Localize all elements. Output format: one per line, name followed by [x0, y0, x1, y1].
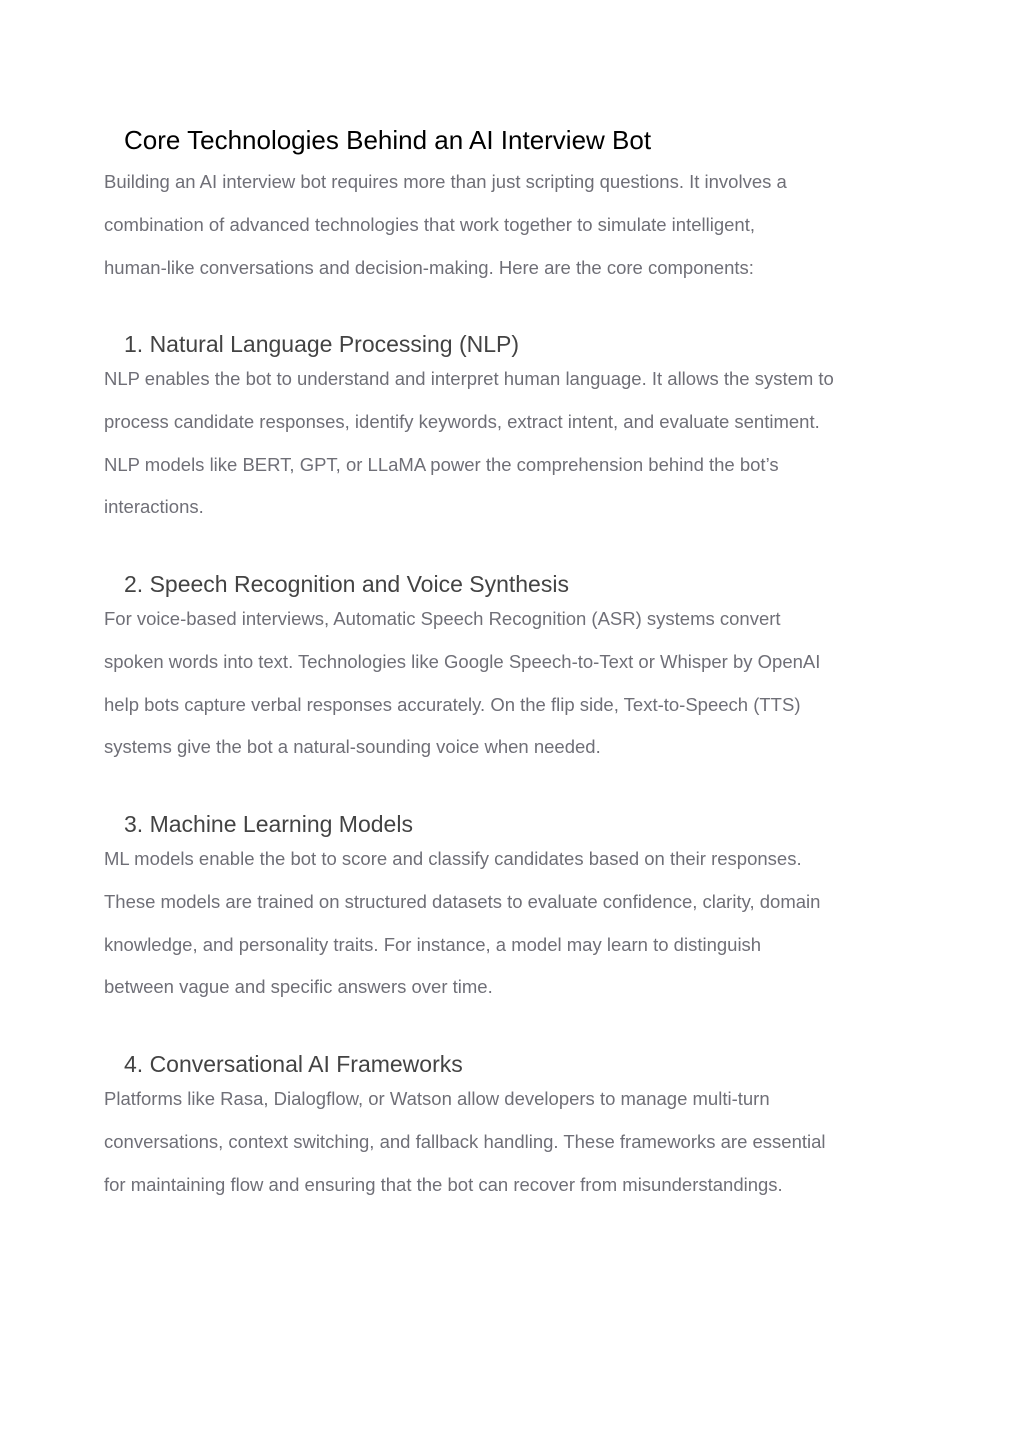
- paragraph-line: systems give the bot a natural-sounding voice when needed.: [104, 736, 601, 758]
- paragraph-line: knowledge, and personality traits. For instance, a model may learn to distinguish: [104, 933, 762, 955]
- section-heading-conversational-ai: 4. Conversational AI Frameworks: [124, 1051, 463, 1077]
- paragraph-line: help bots capture verbal responses accurately. On the flip side, Text-to-Speech (TTS): [104, 693, 801, 715]
- section-paragraph-conversational-ai: [104, 1078, 934, 1206]
- paragraph-line: spoken words into text. Technologies like Google Speech-to-Text or Whisper by OpenAI: [104, 650, 821, 672]
- section-paragraph-speech: [104, 598, 934, 769]
- paragraph-line: interactions.: [104, 496, 204, 518]
- section-heading-speech: 2. Speech Recognition and Voice Synthesis: [124, 571, 569, 597]
- paragraph-line: NLP models like BERT, GPT, or LLaMA power the comprehension behind the bot’s: [104, 453, 779, 475]
- section-paragraph-ml: [104, 838, 934, 1009]
- paragraph-line: ML models enable the bot to score and classify candidates based on their responses.: [104, 848, 802, 869]
- section-heading-ml: 3. Machine Learning Models: [124, 811, 413, 837]
- paragraph-line: conversations, context switching, and fallback handling. These frameworks are essential: [104, 1130, 826, 1152]
- paragraph-line: process candidate responses, identify keywords, extract intent, and evaluate sentiment.: [104, 410, 820, 432]
- paragraph-line: NLP enables the bot to understand and interpret human language. It allows the system to: [104, 368, 834, 389]
- paragraph-line: Platforms like Rasa, Dialogflow, or Watson allow developers to manage multi-turn: [104, 1088, 770, 1109]
- intro-line: Building an AI interview bot requires more than just scripting questions. It involves a: [104, 171, 787, 192]
- section-paragraph-nlp: [104, 358, 934, 529]
- paragraph-line: between vague and specific answers over time.: [104, 976, 493, 998]
- section-heading-nlp: 1. Natural Language Processing (NLP): [124, 331, 520, 357]
- intro-line: human-like conversations and decision-making. Here are the core components:: [104, 256, 754, 278]
- paragraph-line: For voice-based interviews, Automatic Speech Recognition (ASR) systems convert: [104, 608, 781, 629]
- paragraph-line: for maintaining flow and ensuring that the bot can recover from misunderstandings.: [104, 1173, 783, 1195]
- intro-line: combination of advanced technologies that work together to simulate intelligent,: [104, 213, 755, 235]
- paragraph-line: These models are trained on structured datasets to evaluate confidence, clarity, domain: [104, 890, 821, 912]
- intro-paragraph: [104, 161, 934, 289]
- document-title: Core Technologies Behind an AI Interview Bot: [124, 125, 652, 155]
